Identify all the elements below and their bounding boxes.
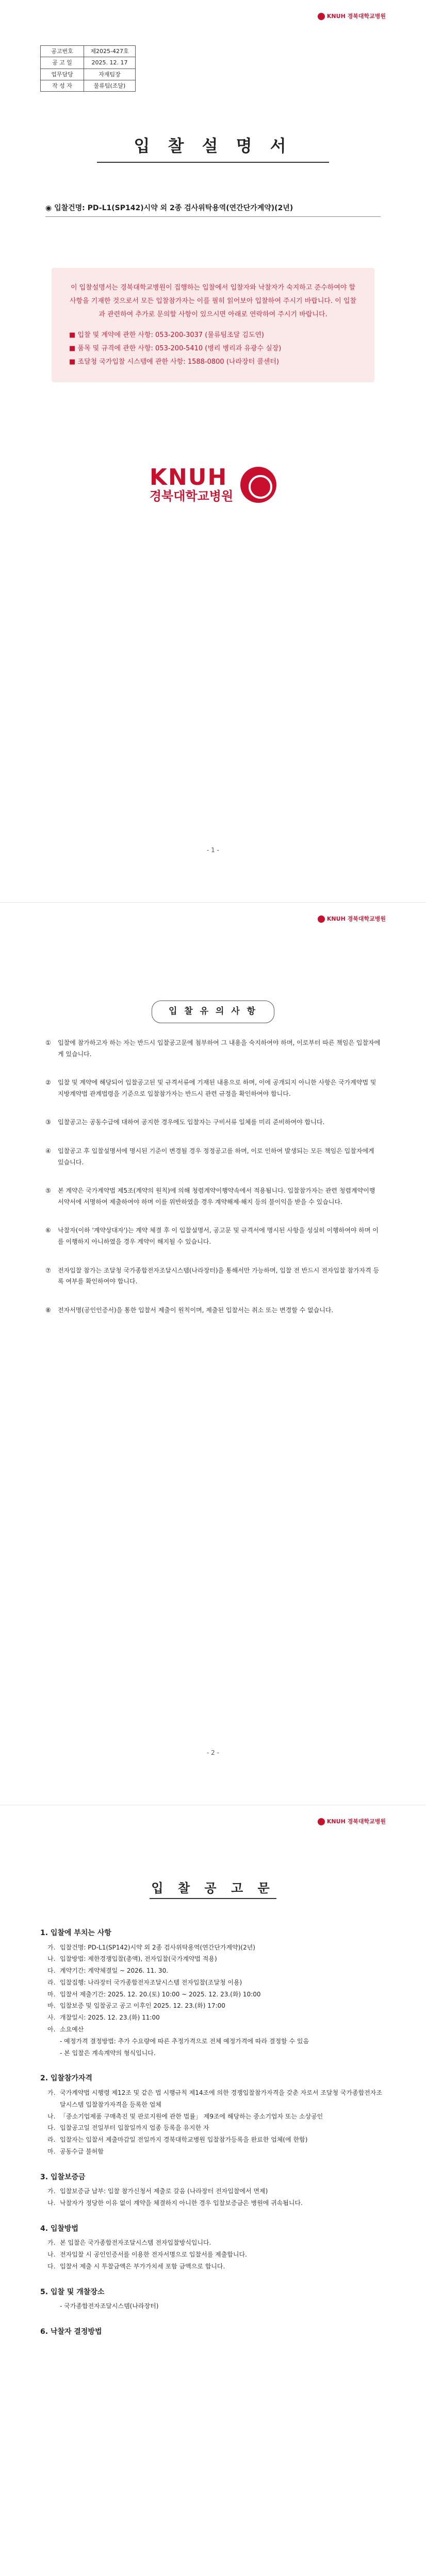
section-items [40, 1942, 386, 2059]
caution-item: ⑤ 본 계약은 국가계약법 제5조(계약의 원칙)에 의해 청렴계약이행약속에서 적용됩니다. 입찰참가자는 관련 청렴계약이행서약서에 서명하여 제출하여야 하며 이를 위반하였을 경우 계약해제·해지 등의 불이익을 받을 수 있습니다. [45, 1187, 375, 1206]
header-brand: KNUH 경북대학교병원 [318, 11, 386, 21]
logo-korean: 경북대학교병원 [149, 489, 234, 503]
item-text: 계약기간: 계약체결일 ~ 2026. 11. 30. [60, 1967, 169, 1975]
item-text: 소요예산 [60, 2026, 84, 2033]
section [40, 2223, 386, 2273]
doc-key: 업무담당 [41, 69, 84, 80]
section-item [47, 2122, 386, 2134]
caution-title: 입 찰 유 의 사 항 [0, 1001, 426, 1023]
item-text: 입찰방법: 제한경쟁입찰(총액), 전자입찰(국가계약법 적용) [60, 1955, 217, 1963]
item-text: 낙찰자가 정당한 이유 없이 계약을 체결하지 아니한 경우 입찰보증금은 병원에 귀속됩니다. [60, 2199, 303, 2207]
section-items [40, 2185, 386, 2209]
section-title: 5. 입찰 및 개찰장소 [40, 2287, 105, 2296]
title-underline [150, 1898, 276, 1899]
notice-text: 이 입찰설명서는 경북대학교병원이 집행하는 입찰에서 입찰자와 낙찰자가 숙지하고 준수하여야 할 사항을 기재한 것으로서 모든 입찰참가자는 이를 필히 읽어보아 입찰하여 주시기 바랍니다. 이 입찰과 관련하여 추가로 문의할 사항이 있으시면 아래로 연락하여 주시기 바랍니다. [69, 284, 357, 318]
doc-key: 공고번호 [41, 46, 84, 57]
section-items [40, 2300, 386, 2312]
caution-item: ⑦ 전자입찰 참가는 조달청 국가종합전자조달시스템(나라장터)을 통해서만 가능하며, 입찰 전 반드시 전자입찰 참가자격 등록 여부를 확인하여야 합니다. [45, 1266, 380, 1285]
item-marker: 나. [47, 1955, 56, 1963]
item-text: 입찰자는 입찰서 제출마감일 전일까지 경북대학교병원 입찰참가등록을 완료한 업체(에 한함) [60, 2136, 308, 2144]
item-marker: 마. [47, 2147, 56, 2155]
caution-item: ⑧ 전자서명(공인인증서)을 통한 입찰서 제출이 원칙이며, 제출된 입찰서는 취소 또는 변경할 수 없습니다. [45, 1306, 334, 1314]
section-item [47, 2000, 386, 2012]
item-text: 입찰서 제출기간: 2025. 12. 20.(토) 10:00 ~ 2025. 12. 23.(화) 10:00 [60, 1990, 261, 1998]
knuh-mini-logo-icon [318, 13, 325, 20]
item-marker: 다. [47, 2124, 56, 2132]
section-title: 3. 입찰보증금 [40, 2173, 86, 2181]
section-title: 4. 입찰방법 [40, 2224, 79, 2233]
announcement-body [40, 1924, 386, 2352]
item-text: 입찰서 제출 시 투찰금액은 부가가치세 포함 금액으로 합니다. [60, 2262, 225, 2270]
item-text: 입찰보증금 납부: 입찰 참가신청서 제출로 갈음 (나라장터 전자입찰에서 면제) [60, 2188, 268, 2195]
contact-item: ■ 조달청 국가입찰 시스템에 관한 사항: 1588-0800 (나라장터 콜센터) [69, 358, 279, 366]
section-item [47, 2146, 386, 2158]
section-item [47, 1989, 386, 2001]
contact-list [69, 329, 357, 369]
caution-item: ② 입찰 및 계약에 해당되어 입찰공고된 및 규격서류에 기재된 내용으로 하며, 이에 공개되지 아니한 사항은 국가계약법 및 지방계약법 관계법령을 기준으로 입찰참가자는 반드시 관련 규정을 확인하여야 합니다. [45, 1079, 376, 1097]
section-title: 1. 입찰에 부치는 사항 [40, 1929, 111, 1937]
subject-divider [45, 216, 381, 217]
item-marker: 사. [47, 2014, 56, 2022]
doc-value: 제2025-427호 [84, 46, 136, 57]
item-marker [47, 2047, 57, 2059]
header-brand: KNUH 경북대학교병원 [318, 1817, 386, 1826]
section-item [47, 2036, 386, 2047]
cover-title: 입 찰 설 명 서 [134, 136, 292, 156]
item-text: - 예정가격 결정방법: 추가 수요량에 따른 추정가격으로 전체 예정가격에 따라 결정할 수 있음 [60, 2037, 309, 2045]
section-item [47, 2012, 386, 2024]
knuh-mini-logo-icon [318, 1818, 325, 1825]
contact-item: ■ 입찰 및 계약에 관한 사항: 053-200-3037 (물류팀조달 김도연) [69, 331, 265, 339]
section [40, 2171, 386, 2209]
section-item [47, 2197, 386, 2209]
caution-item: ④ 입찰공고 후 입찰설명서에 명시된 기준이 변경될 경우 정정공고를 하며, 이로 인하여 발생되는 모든 책임은 입찰자에게 있습니다. [45, 1147, 374, 1166]
item-text: 개찰일시: 2025. 12. 23.(화) 11:00 [60, 2014, 160, 2022]
section [40, 1927, 386, 2059]
item-marker: 가. [47, 1943, 56, 1951]
doc-value: 자재팀장 [84, 69, 136, 80]
item-marker: 바. [47, 2002, 56, 2010]
item-marker: 나. [47, 2112, 56, 2120]
item-text: - 본 입찰은 계속계약의 형식입니다. [60, 2049, 156, 2057]
hospital-logo [0, 466, 426, 504]
section [40, 2072, 386, 2157]
section-item [47, 2300, 386, 2312]
hospital-emblem-icon [240, 467, 276, 503]
section-title: 2. 입찰참가자격 [40, 2074, 93, 2083]
doc-value: 물류팀(조달) [84, 80, 136, 91]
item-marker: 가. [47, 2089, 56, 2096]
section-item [47, 1965, 386, 1977]
item-text: 본 입찰은 국가종합전자조달시스템 전자입찰방식입니다. [60, 2239, 211, 2247]
item-text: - 국가종합전자조달시스템(나라장터) [60, 2302, 159, 2310]
section-item [47, 2249, 386, 2261]
section-items [40, 2237, 386, 2272]
doc-key: 작 성 자 [41, 80, 84, 91]
item-text: 입찰건명: PD-L1(SP142)시약 외 2종 검사위탁용역(연간단가계약)(2년) [60, 1943, 255, 1951]
logo-word: KNUH [149, 464, 228, 490]
section-item [47, 1953, 386, 1965]
item-text: 「중소기업제품 구매촉진 및 판로지원에 관한 법률」 제9조에 해당하는 중소기업자 또는 소상공인 [60, 2112, 323, 2120]
section-item [47, 2237, 386, 2249]
announcement-title: 입 찰 공 고 문 [151, 1881, 275, 1895]
item-marker: 나. [47, 2199, 56, 2207]
page-number: - 1 - [207, 846, 219, 854]
item-marker [47, 2036, 57, 2047]
item-text: 공동수급 불허함 [60, 2147, 104, 2155]
section-item [47, 1977, 386, 1989]
doc-key: 공 고 일 [41, 57, 84, 69]
item-marker: 가. [47, 2239, 56, 2247]
doc-value: 2025. 12. 17 [84, 57, 136, 69]
item-text: 입찰보증 및 입찰공고 공고 이후인 2025. 12. 23.(화) 17:00 [60, 2002, 225, 2010]
item-marker: 라. [47, 1978, 56, 1986]
section [40, 2286, 386, 2312]
item-marker: 다. [47, 2262, 56, 2270]
contact-item: ■ 품목 및 규격에 관한 사항: 053-200-5410 (병리 병리과 유광수 실장) [69, 345, 282, 352]
section [40, 2326, 386, 2338]
item-marker [47, 2300, 57, 2312]
page-number: - 2 - [207, 1749, 219, 1756]
item-marker: 라. [47, 2136, 56, 2144]
section-item [47, 2087, 386, 2111]
header-brand: KNUH 경북대학교병원 [318, 914, 386, 924]
item-marker: 아. [47, 2026, 56, 2033]
caution-item: ⑥ 낙찰자(이하 '계약상대자')는 계약 체결 후 이 입찰설명서, 공고문 및 규격서에 명시된 사항을 성실히 이행하여야 하며 이를 이행하지 아니하였을 경우 계약이 해지될 수 있습니다. [45, 1227, 379, 1245]
item-text: 입찰집행: 나라장터 국가종합전자조달시스템 전자입찰(조달청 이용) [60, 1978, 242, 1986]
page-2 [0, 903, 426, 1805]
item-text: 국가계약법 시행령 제12조 및 같은 법 시행규칙 제14조에 의한 경쟁입찰참가자격을 갖춘 자로서 조달청 국가종합전자조달시스템 입찰참가자격을 등록한 업체 [60, 2089, 382, 2108]
item-marker: 다. [47, 1967, 56, 1975]
document-info-table [40, 45, 136, 92]
section-item [47, 2261, 386, 2273]
section-items [40, 2087, 386, 2158]
page-1 [0, 0, 426, 903]
caution-list [45, 1038, 381, 1333]
bid-subject: ◉ 입찰건명: PD-L1(SP142)시약 외 2종 검사위탁용역(연간단가계약)(2년) [45, 204, 293, 212]
item-text: 전자입찰 시 공인인증서를 이용한 전자서명으로 입찰서를 제출합니다. [60, 2251, 247, 2259]
section-item [47, 2111, 386, 2123]
section-item [47, 2185, 386, 2197]
section-item [47, 2024, 386, 2036]
item-marker: 나. [47, 2251, 56, 2259]
knuh-mini-logo-icon [318, 916, 325, 923]
notice-box [52, 268, 374, 382]
section-title: 6. 낙찰자 결정방법 [40, 2328, 102, 2336]
item-marker: 마. [47, 1990, 56, 1998]
section-item [47, 2134, 386, 2146]
caution-item: ③ 입찰공고는 공동수급에 대하여 공지한 경우에도 입찰자는 구비서류 일체를 미리 준비하여야 합니다. [45, 1118, 325, 1126]
item-text: 입찰공고일 전일부터 입찰일까지 업종 등록을 유지한 자 [60, 2124, 209, 2132]
section-item [47, 1942, 386, 1954]
page-3 [0, 1805, 426, 2576]
section-item [47, 2047, 386, 2059]
caution-item: ① 입찰에 참가하고자 하는 자는 반드시 입찰공고문에 첨부하여 그 내용을 숙지하여야 하며, 이로부터 따른 책임은 입찰자에게 있습니다. [45, 1039, 381, 1058]
title-underline [97, 162, 329, 163]
item-marker: 가. [47, 2188, 56, 2195]
